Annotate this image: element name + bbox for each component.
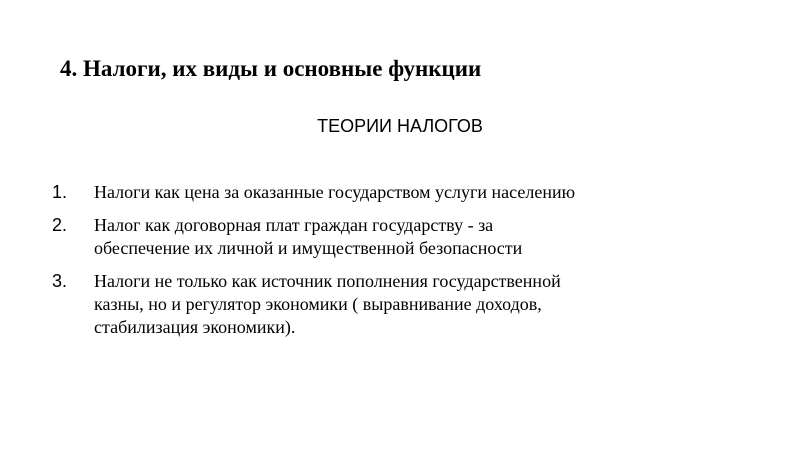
list-item-line: Налог как договорная плат граждан государству - за bbox=[94, 215, 494, 235]
list-item-line: Налоги не только как источник пополнения государственной bbox=[94, 271, 561, 291]
list-item-line: Налоги как цена за оказанные государством услуги населению bbox=[94, 182, 576, 202]
list-item-number: 3. bbox=[52, 271, 68, 291]
list-item bbox=[52, 181, 752, 204]
list-item-number: 2. bbox=[52, 215, 68, 235]
slide-title: 4. Налоги, их виды и основные функции bbox=[60, 56, 482, 81]
list-item-line: стабилизация экономики). bbox=[94, 317, 296, 337]
list-item bbox=[52, 214, 752, 260]
list-item bbox=[52, 270, 752, 339]
list-item-line: обеспечение их личной и имущественной безопасности bbox=[94, 238, 523, 258]
theories-list bbox=[52, 181, 752, 349]
list-item-number: 1. bbox=[52, 182, 68, 202]
slide-subtitle: ТЕОРИИ НАЛОГОВ bbox=[317, 116, 483, 136]
list-item-line: казны, но и регулятор экономики ( выравнивание доходов, bbox=[94, 294, 542, 314]
